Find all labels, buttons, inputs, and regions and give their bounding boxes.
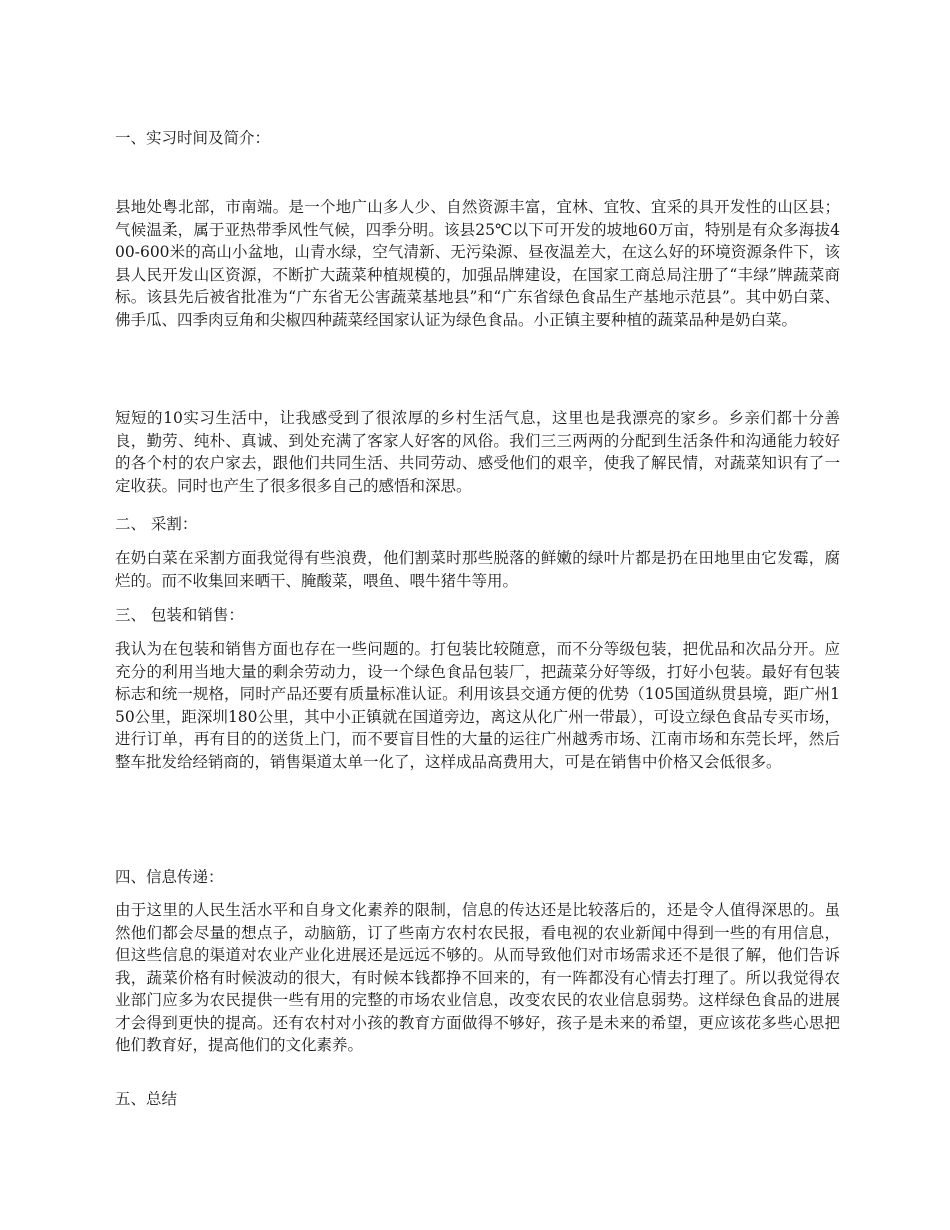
paragraph-county-intro: 县地处粤北部，市南端。是一个地广山多人少、自然资源丰富，宜林、宜牧、宜采的具开发性的山区县；气候温柔，属于亚热带季风性气候，四季分明。该县25℃以下可开发的坡地60万亩，特别是有众多海拔400-600米的高山小盆地，山青水绿，空气清新、无污染源、昼夜温差大，在这么好的环境资源条件下，该县人民开发山区资源，不断扩大蔬菜种植规模的，加强品牌建设，在国家工商总局注册了“丰绿”牌蔬菜商标。该县先后被省批准为“广东省无公害蔬菜基地县”和“广东省绿色食品生产基地示范县”。其中奶白菜、佛手瓜、四季肉豆角和尖椒四种蔬菜经国家认证为绿色食品。小正镇主要种植的蔬菜品种是奶白菜。 <box>115 198 840 329</box>
section-heading-harvesting: 二、 采割： <box>115 515 198 533</box>
section-heading-information: 四、信息传递： <box>115 868 224 886</box>
paragraph-packaging-sales: 我认为在包装和销售方面也存在一些问题的。打包装比较随意，而不分等级包装，把优品和次品分开。应充分的利用当地大量的剩余劳动力，设一个绿色食品包装厂，把蔬菜分好等级，打好小包装。最好有包装标志和统一规格，同时产品还要有质量标准认证。利用该县交通方便的优势（105国道纵贯县境，距广州150公里，距深圳180公里，其中小正镇就在国道旁边，离这从化广州一带最），可设立绿色食品专买市场，进行订单，再有目的的送货上门，而不要盲目性的大量的运往广州越秀市场、江南市场和东莞长坪，然后整车批发给经销商的，销售渠道太单一化了，这样成品高费用大，可是在销售中价格又会低很多。 <box>115 640 840 771</box>
paragraph-internship-experience: 短短的10实习生活中，让我感受到了很浓厚的乡村生活气息，这里也是我漂亮的家乡。乡亲们都十分善良，勤劳、纯朴、真诚、到处充满了客家人好客的风俗。我们三三两两的分配到生活条件和沟通能力较好的各个村的农户家去，跟他们共同生活、共同劳动、感受他们的艰辛，使我了解民情，对蔬菜知识有了一定收获。同时也产生了很多很多自己的感悟和深思。 <box>115 409 840 495</box>
paragraph-harvesting: 在奶白菜在采割方面我觉得有些浪费，他们割菜时那些脱落的鲜嫩的绿叶片都是扔在田地里由它发霉，腐烂的。而不收集回来晒干、腌酸菜，喂鱼、喂牛猪牛等用。 <box>115 549 840 590</box>
paragraph-information: 由于这里的人民生活水平和自身文化素养的限制，信息的传达还是比较落后的，还是令人值得深思的。虽然他们都会尽量的想点子，动脑筋，订了些南方农村农民报，看电视的农业新闻中得到一些的有用信息，但这些信息的渠道对农业产业化进展还是远远不够的。从而导致他们对市场需求还不是很了解，他们告诉我，蔬菜价格有时候波动的很大，有时候本钱都挣不回来的，有一阵都没有心情去打理了。所以我觉得农业部门应多为农民提供一些有用的完整的市场农业信息，改变农民的农业信息弱势。这样绿色食品的进展才会得到更快的提高。还有农村对小孩的教育方面做得不够好，孩子是未来的希望，更应该花多些心思把他们教育好，提高他们的文化素养。 <box>115 901 840 1054</box>
section-heading-packaging-sales: 三、 包装和销售： <box>115 606 244 624</box>
section-heading-internship-intro: 一、实习时间及简介： <box>115 129 271 147</box>
section-heading-summary: 五、总结 <box>115 1090 178 1108</box>
